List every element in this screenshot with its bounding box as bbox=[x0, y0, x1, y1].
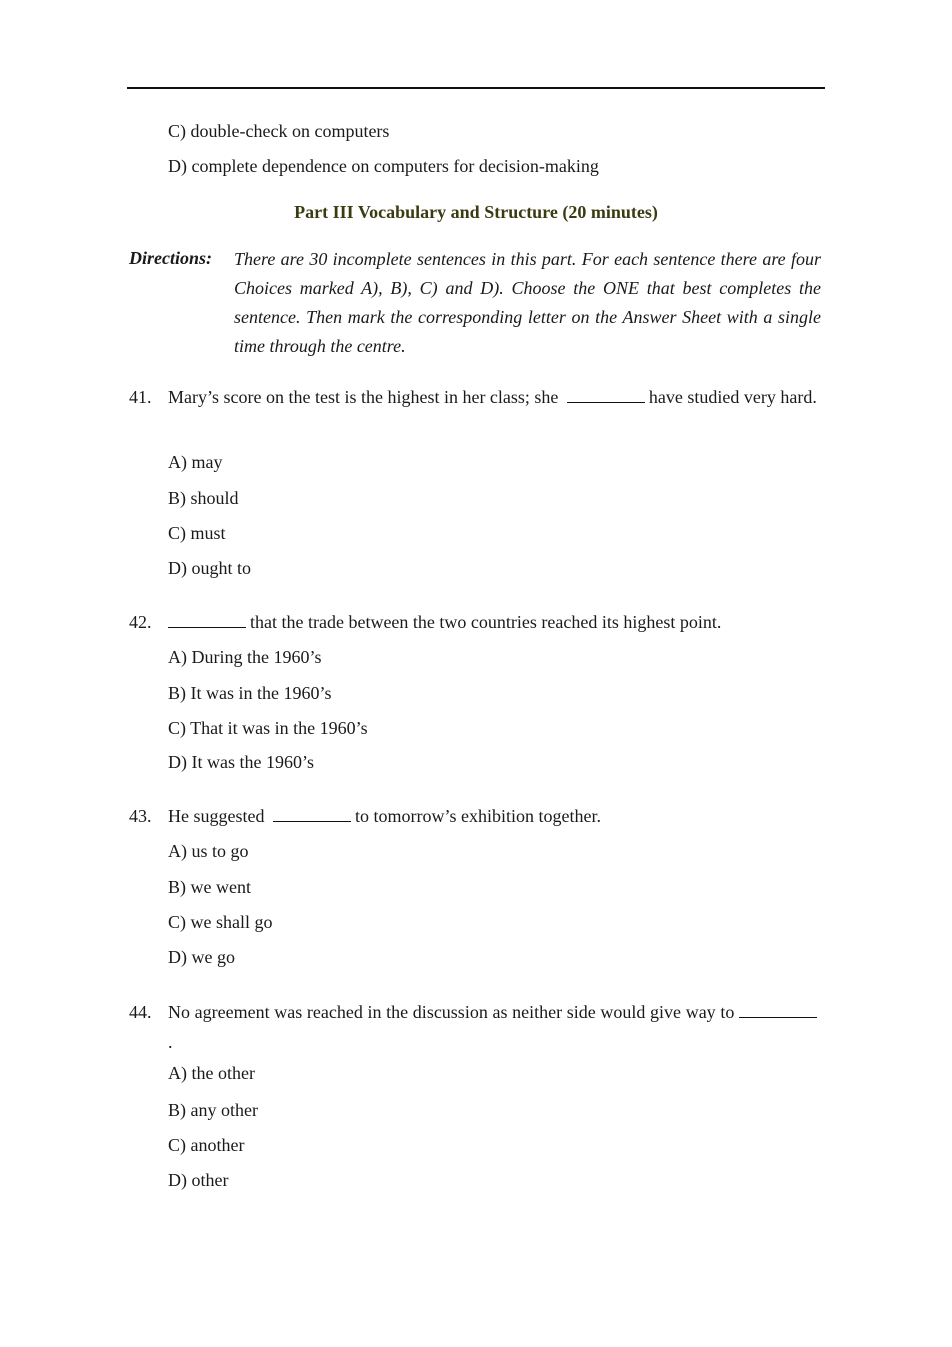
question-41-option-b: B) should bbox=[168, 488, 239, 508]
question-43-option-d: D) we go bbox=[168, 947, 235, 967]
question-42-option-c: C) That it was in the 1960’s bbox=[168, 718, 368, 738]
question-44-text-before: No agreement was reached in the discussion as neither side would give way to bbox=[168, 1002, 735, 1022]
question-43-text-before: He suggested bbox=[168, 806, 265, 826]
question-41-text-after: have studied very hard. bbox=[648, 387, 817, 407]
question-41-option-d: D) ought to bbox=[168, 558, 251, 578]
question-42-number: 42. bbox=[129, 612, 152, 632]
question-41-number: 41. bbox=[129, 387, 152, 407]
question-41-blank bbox=[567, 386, 645, 403]
question-41-text-before: Mary’s score on the test is the highest in her class; she bbox=[168, 387, 559, 407]
question-44-option-a: A) the other bbox=[168, 1063, 255, 1083]
question-41-stem bbox=[168, 382, 821, 412]
question-43-option-c: C) we shall go bbox=[168, 912, 273, 932]
question-44-number: 44. bbox=[129, 1002, 152, 1022]
question-43-stem bbox=[168, 801, 821, 831]
question-42-option-b: B) It was in the 1960’s bbox=[168, 683, 332, 703]
directions-text: There are 30 incomplete sentences in this part. For each sentence there are four Choices marked A), B), C) and D). Choose the ONE that best completes the sentence. Then mark the corresponding letter on the Answer Sheet with a single time through the centre. bbox=[234, 249, 821, 356]
question-43-number: 43. bbox=[129, 806, 152, 826]
question-44-stem bbox=[168, 997, 821, 1057]
directions-label: Directions: bbox=[129, 248, 212, 268]
part-title: Part III Vocabulary and Structure (20 minutes) bbox=[294, 202, 658, 222]
question-42-blank bbox=[168, 611, 246, 628]
header-rule bbox=[127, 87, 825, 89]
question-44-text-after: . bbox=[168, 1032, 173, 1052]
question-44-option-d: D) other bbox=[168, 1170, 229, 1190]
question-42-option-d: D) It was the 1960’s bbox=[168, 752, 314, 772]
question-44-option-c: C) another bbox=[168, 1135, 245, 1155]
question-41-option-a: A) may bbox=[168, 452, 223, 472]
question-43-blank bbox=[273, 805, 351, 822]
question-41-option-c: C) must bbox=[168, 523, 226, 543]
carryover-option-c: C) double-check on computers bbox=[168, 121, 390, 141]
question-43-option-a: A) us to go bbox=[168, 841, 249, 861]
question-43-option-b: B) we went bbox=[168, 877, 251, 897]
question-42-stem bbox=[168, 607, 821, 637]
question-42-text-after: that the trade between the two countries reached its highest point. bbox=[250, 612, 722, 632]
question-42-option-a: A) During the 1960’s bbox=[168, 647, 322, 667]
question-43-text-after: to tomorrow’s exhibition together. bbox=[354, 806, 601, 826]
question-44-blank bbox=[739, 1001, 817, 1018]
carryover-option-d: D) complete dependence on computers for decision-making bbox=[168, 156, 599, 176]
question-44-option-b: B) any other bbox=[168, 1100, 258, 1120]
